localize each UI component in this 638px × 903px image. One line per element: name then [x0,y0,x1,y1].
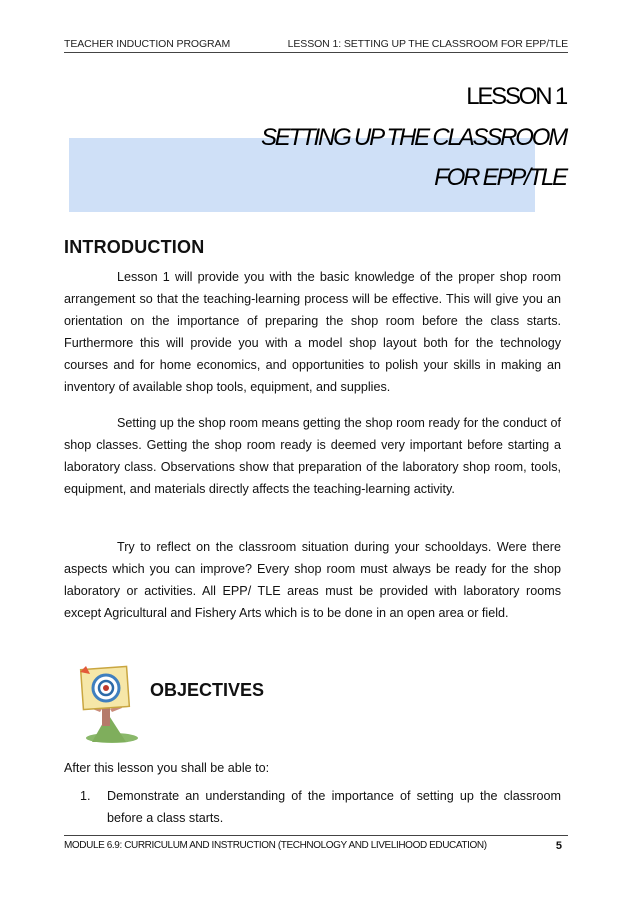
intro-paragraph-3 [64,536,561,624]
header-program: TEACHER INDUCTION PROGRAM [64,38,231,50]
page-number: 5 [555,840,562,852]
intro-paragraph-1 [64,266,561,398]
lesson-title-line2: FOR EPP/TLE [434,164,566,191]
paragraph-text: Lesson 1 will provide you with the basic knowledge of the proper shop room arrangement so that the teaching-learning process will be effective. This will give you an orientation on the importance of preparing the shop room before the class starts. Furthermore this will provide you with a model shop layout both for the technology courses and for home economics, and opportunities to polish your skills in making an inventory of available shop tools, equipment, and supplies. [64,270,561,394]
header-divider [64,52,568,53]
list-item [80,785,561,829]
footer-module: MODULE 6.9: CURRICULUM AND INSTRUCTION (TECHNOLOGY AND LIVELIHOOD EDUCATION) [64,840,487,851]
list-text: Demonstrate an understanding of the importance of setting up the classroom before a class starts. [107,789,561,825]
lesson-title-line1: SETTING UP THE CLASSROOM [260,124,566,151]
objectives-lead: After this lesson you shall be able to: [64,761,270,775]
header-lesson: LESSON 1: SETTING UP THE CLASSROOM FOR EPP/TLE [287,38,568,50]
lesson-number: LESSON 1 [466,83,566,110]
list-number: 1. [80,789,91,803]
footer-divider [64,835,568,836]
objectives-heading: OBJECTIVES [150,680,265,700]
intro-paragraph-2 [64,412,561,500]
introduction-heading: INTRODUCTION [64,237,205,257]
paragraph-text: Setting up the shop room means getting the shop room ready for the conduct of shop classes. Getting the shop room ready is deemed very important before starting a laboratory class. Observations show that preparation of the laboratory shop room, tools, equipment, and materials directly affects the teaching-learning activity. [64,416,561,496]
paragraph-text: Try to reflect on the classroom situation during your schooldays. Were there aspects which you can improve? Every shop room must always be ready for the shop laboratory or activities. All EPP/ TLE areas must be provided with laboratory rooms except Agricultural and Fishery Arts which is to be done in an open area or field. [64,540,561,620]
target-board-icon [72,662,140,744]
objectives-list [80,785,561,829]
